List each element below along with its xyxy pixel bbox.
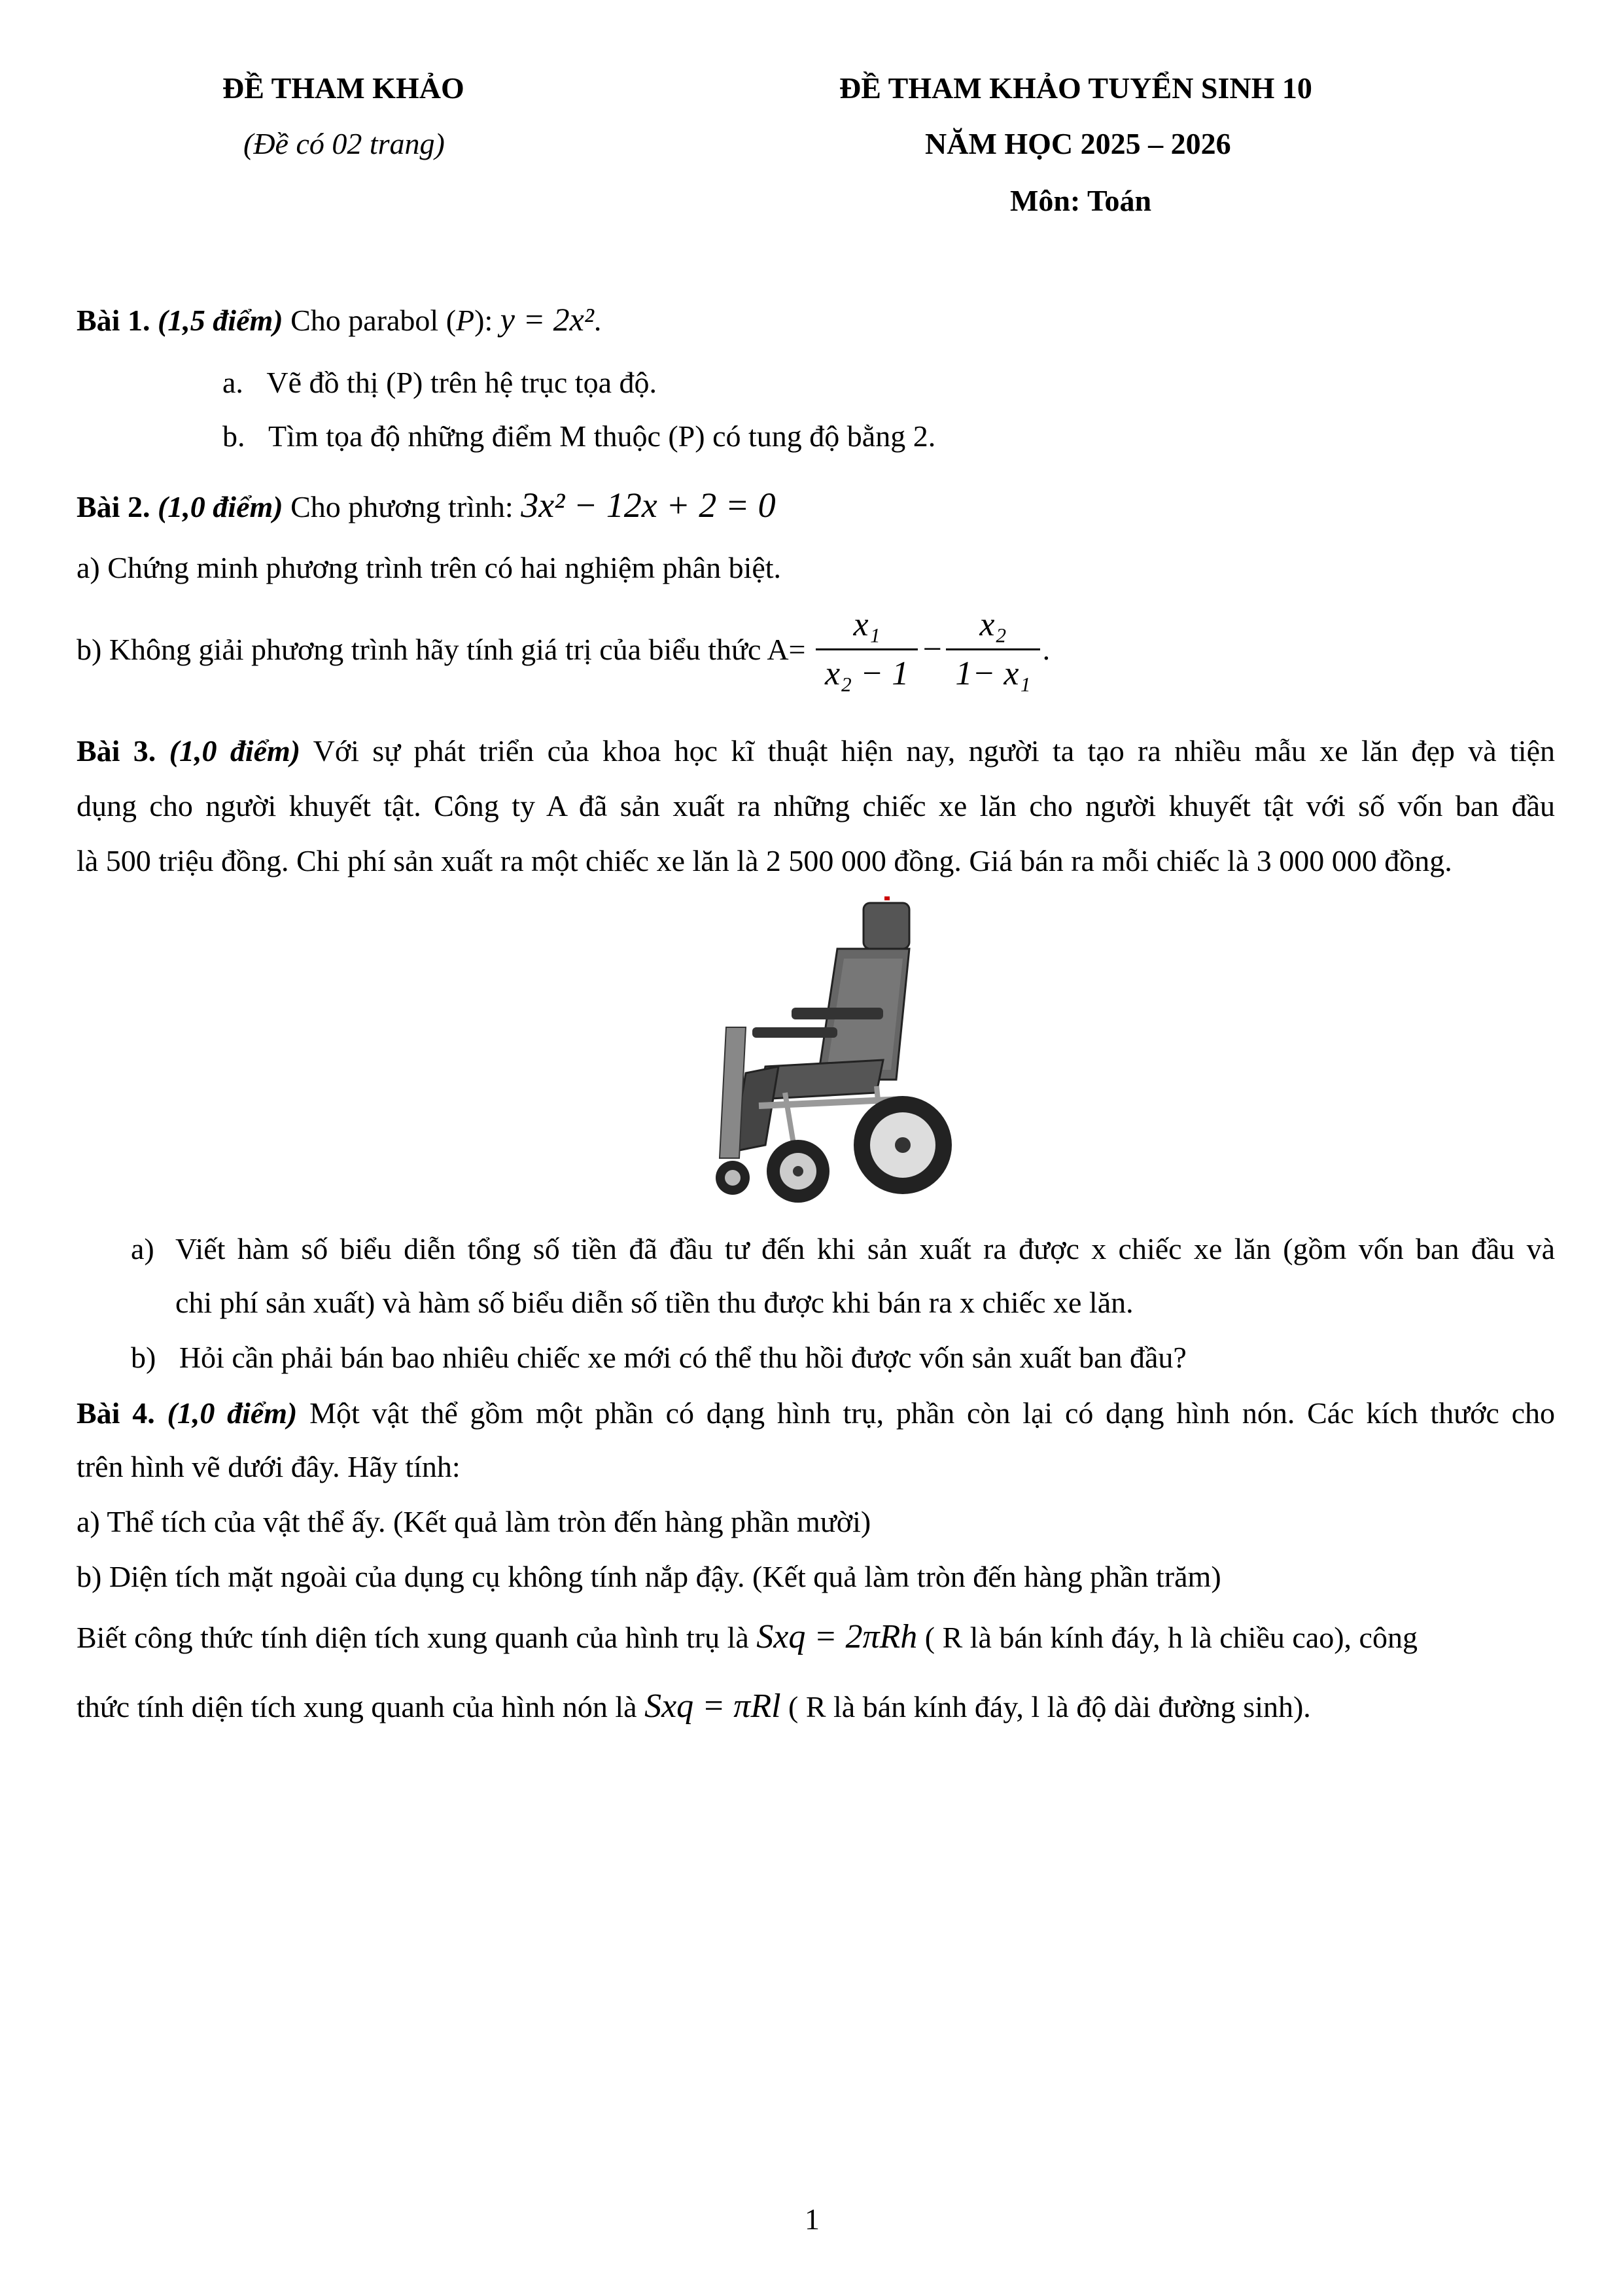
- bai2-frac1-den: x₂ − 1: [825, 655, 909, 692]
- bai4-formula1-pre: Biết công thức tính diện tích xung quanh của hình trụ là: [77, 1621, 757, 1654]
- bai4-line2: trên hình vẽ dưới đây. Hãy tính:: [77, 1450, 461, 1483]
- bai2-frac2-den: 1− x₁: [955, 655, 1031, 692]
- bai4-line1-text: Một vật thể gồm một phần có dạng hình trụ, phần còn lại có dạng hình nón. Các kích thước cho: [297, 1396, 1555, 1430]
- bai2-heading: [77, 486, 776, 527]
- bai3-line2: dụng cho người khuyết tật. Công ty A đã sản xuất ra những chiếc xe lăn cho người khuyết tật với số vốn ban đầu: [77, 789, 1555, 822]
- bai4-formula1-post: ( R là bán kính đáy, h là chiều cao), công: [917, 1621, 1418, 1654]
- bai1-intro: Cho parabol (: [283, 304, 457, 337]
- bai4-label: Bài 4.: [77, 1396, 155, 1430]
- bai3-points: (1,0 điểm): [169, 734, 301, 768]
- bai1-item-a: [222, 365, 657, 400]
- bai3-a-marker: a): [131, 1232, 154, 1265]
- bai3-b-text: Hỏi cần phải bán bao nhiêu chiếc xe mới có thể thu hồi được vốn sản xuất ban đầu?: [179, 1341, 1187, 1374]
- bai2-frac1-num: x₁: [816, 605, 918, 650]
- bai2-label: Bài 2.: [77, 490, 150, 523]
- header-left-title: ĐỀ THAM KHẢO: [222, 71, 464, 105]
- header-left-subtitle: (Đề có 02 trang): [243, 127, 445, 160]
- page-number: 1: [805, 2202, 820, 2236]
- bai2-b-text: b) Không giải phương trình hãy tính giá trị của biểu thức A=: [77, 633, 806, 666]
- bai3-line1: [77, 732, 1555, 771]
- bai2-equation: 3x² − 12x + 2 = 0: [521, 486, 776, 525]
- bai1-intro-end: ):: [474, 304, 500, 337]
- bai4-formula1: Sxq = 2πRh: [756, 1618, 918, 1655]
- bai2-end: .: [1042, 633, 1051, 666]
- bai2-intro: Cho phương trình:: [283, 490, 521, 523]
- bai3-line3: là 500 triệu đồng. Chi phí sản xuất ra một chiếc xe lăn là 2 500 000 đồng. Giá bán ra mỗi chiếc là 3 000 000 đồng.: [77, 844, 1452, 877]
- bai3-a-line2: chi phí sản xuất) và hàm số biểu diễn số tiền thu được khi bán ra x chiếc xe lăn.: [175, 1286, 1134, 1319]
- header-right-year: NĂM HỌC 2025 – 2026: [925, 127, 1231, 160]
- bai3-b-marker: b): [131, 1341, 156, 1374]
- bai1-item-b-text: Tìm tọa độ những điểm M thuộc (P) có tung độ bằng 2.: [268, 419, 936, 453]
- bai3-label: Bài 3.: [77, 734, 156, 768]
- bai1-period: .: [593, 304, 602, 337]
- bai2-b: [77, 605, 1050, 694]
- bai2-frac2-num: x₂: [946, 605, 1039, 650]
- bai1-p-letter: P: [456, 304, 475, 337]
- bai1-heading: [77, 300, 601, 340]
- bai4-points: (1,0 điểm): [167, 1396, 298, 1430]
- bai1-label: Bài 1.: [77, 304, 150, 337]
- bai4-formula2-post: ( R là bán kính đáy, l là độ dài đường sinh).: [780, 1690, 1311, 1723]
- bai3-line1-text: Với sự phát triển của khoa học kĩ thuật hiện nay, người ta tạo ra nhiều mẫu xe lăn đẹp và tiện: [300, 734, 1555, 768]
- bai4-formula2-line: [77, 1687, 1311, 1727]
- bai1-equation: y = 2x²: [500, 301, 594, 338]
- wheelchair-image: [687, 896, 955, 1204]
- bai2-a: a) Chứng minh phương trình trên có hai nghiệm phân biệt.: [77, 551, 782, 584]
- bai2-fraction-2: [946, 605, 1039, 694]
- bai4-formula1-line: [77, 1617, 1555, 1657]
- bai4-b: b) Diện tích mặt ngoài của dụng cụ không tính nắp đậy. (Kết quả làm tròn đến hàng phần trăm): [77, 1560, 1221, 1593]
- bai2-minus: −: [920, 631, 944, 668]
- bai2-points: (1,0 điểm): [157, 490, 283, 523]
- bai4-formula2-pre: thức tính diện tích xung quanh của hình nón là: [77, 1690, 645, 1723]
- header-right-subject: Môn: Toán: [1010, 184, 1152, 217]
- bai1-item-b: [222, 419, 935, 453]
- bai3-b: [131, 1340, 1187, 1375]
- bai4-line1: [77, 1394, 1555, 1433]
- bai4-a: a) Thể tích của vật thể ấy. (Kết quả làm tròn đến hàng phần mười): [77, 1505, 871, 1538]
- bai1-item-b-marker: b.: [222, 419, 245, 453]
- bai1-item-a-marker: a.: [222, 366, 243, 399]
- bai2-fraction-1: [816, 605, 918, 694]
- bai3-a-line1: Viết hàm số biểu diễn tổng số tiền đã đầu tư đến khi sản xuất ra được x chiếc xe lăn (gồm vốn ban đầu và: [175, 1232, 1555, 1265]
- bai1-points: (1,5 điểm): [157, 304, 283, 337]
- bai4-formula2: Sxq = πRl: [644, 1687, 781, 1725]
- bai1-item-a-text: Vẽ đồ thị (P) trên hệ trục tọa độ.: [266, 366, 657, 399]
- header-right-title: ĐỀ THAM KHẢO TUYỂN SINH 10: [839, 71, 1312, 105]
